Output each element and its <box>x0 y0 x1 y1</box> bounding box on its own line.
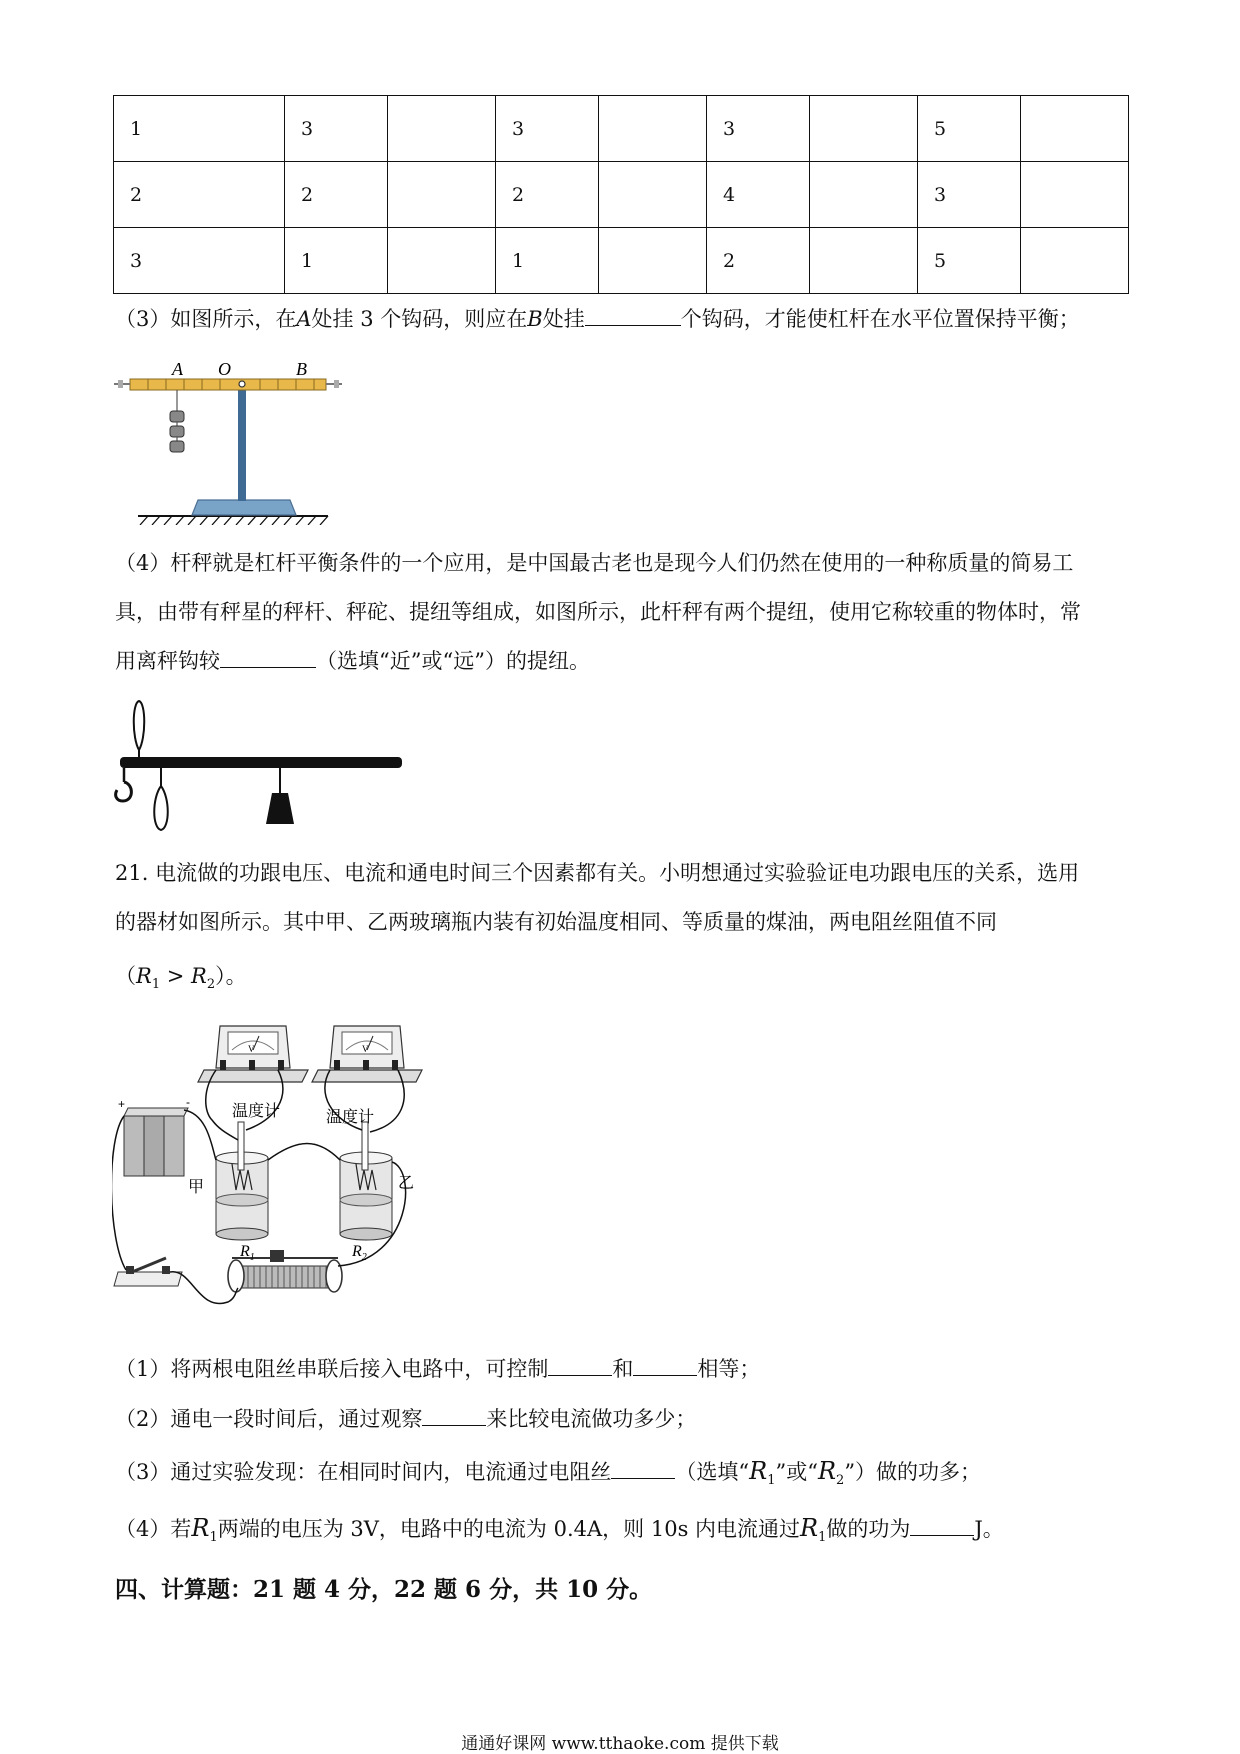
table-cell: 1 <box>285 228 388 294</box>
question-3-text: （3）如图所示，在A处挂 3 个钩码，则应在B处挂 个钩码，才能使杠杆在水平位置保持平衡； <box>115 303 1080 334</box>
answer-blank[interactable] <box>611 1456 675 1479</box>
jar-label-2: 乙 <box>398 1173 415 1192</box>
table-cell: 2 <box>707 228 810 294</box>
svg-text:-: - <box>186 1095 190 1109</box>
jar-2 <box>340 1122 392 1240</box>
table-cell <box>810 162 918 228</box>
table-cell: 3 <box>918 162 1021 228</box>
question-21-condition: $(R_1 > R_2)$。 <box>115 964 247 993</box>
table-cell: 5 <box>918 96 1021 162</box>
table-cell: 1 <box>114 96 285 162</box>
question-4-line-1: （4）杆秤就是杠杆平衡条件的一个应用，是中国最古老也是现今人们仍然在使用的一种称质量的简易工 <box>115 551 1074 575</box>
question-21-line-1: 21. 电流做的功跟电压、电流和通电时间三个因素都有关。小明想通过实验验证电功跟电压的关系，选用 <box>115 861 1080 885</box>
table-cell <box>1021 96 1129 162</box>
data-table <box>113 95 1129 294</box>
answer-blank[interactable] <box>633 1353 697 1376</box>
table-cell <box>599 96 707 162</box>
table-row <box>114 162 1129 228</box>
battery-pack <box>118 1095 190 1176</box>
sub-question-4: （4）若$R_1$两端的电压为 3V，电路中的电流为 0.4A，则 10s 内电流通过$R_1$做的功为 J。 <box>115 1514 1004 1546</box>
svg-text:V: V <box>362 1044 369 1054</box>
answer-blank[interactable] <box>220 645 316 668</box>
footer: 通通好课网 www.tthaoke.com 提供下载 <box>461 1734 779 1754</box>
question-4-line-2: 具，由带有秤星的秤杆、秤砣、提纽等组成，如图所示，此杆秤有两个提纽，使用它称较重的物体时，常 <box>115 600 1081 624</box>
thermometer-label-1: 温度计 <box>232 1101 281 1120</box>
answer-blank[interactable] <box>910 1513 974 1536</box>
table-row <box>114 228 1129 294</box>
label-b: B <box>296 359 307 379</box>
sub-question-3: （3）通过实验发现：在相同时间内，电流通过电阻丝 （选填“$R_1$”或“$R_2$”）做的功多； <box>115 1457 982 1489</box>
table-cell: 5 <box>918 228 1021 294</box>
label-o: O <box>218 359 231 379</box>
thermometer-label-2: 温度计 <box>326 1107 375 1126</box>
answer-blank[interactable] <box>422 1403 486 1426</box>
answer-blank[interactable] <box>585 303 681 326</box>
sub-question-2: （2）通电一段时间后，通过观察 来比较电流做功多少； <box>115 1403 696 1434</box>
table-cell <box>1021 228 1129 294</box>
table-cell: 4 <box>707 162 810 228</box>
table-cell <box>810 96 918 162</box>
answer-blank[interactable] <box>548 1353 612 1376</box>
table-cell: 1 <box>496 228 599 294</box>
jar-1 <box>216 1122 268 1240</box>
table-cell: 3 <box>285 96 388 162</box>
lever-diagram <box>110 355 380 525</box>
table-cell <box>810 228 918 294</box>
question-21-line-2: 的器材如图所示。其中甲、乙两玻璃瓶内装有初始温度相同、等质量的煤油，两电阻丝阻值不同 <box>115 910 997 934</box>
table-cell: 3 <box>114 228 285 294</box>
section-heading: 四、计算题：21 题 4 分，22 题 6 分，共 10 分。 <box>115 1576 653 1603</box>
table-cell: 3 <box>707 96 810 162</box>
table-row <box>114 96 1129 162</box>
table-cell <box>388 228 496 294</box>
steelyard-diagram <box>112 698 402 833</box>
table-cell <box>1021 162 1129 228</box>
question-4-line-3: 用离秤钩较 （选填“近”或“远”）的提纽。 <box>115 645 590 676</box>
svg-text:V: V <box>248 1044 255 1054</box>
table-cell: 2 <box>285 162 388 228</box>
table-cell: 3 <box>496 96 599 162</box>
table-cell <box>599 228 707 294</box>
r1-label: $R_1$ <box>240 1243 255 1263</box>
table-cell: 2 <box>496 162 599 228</box>
table-cell <box>388 96 496 162</box>
sub-question-1: （1）将两根电阻丝串联后接入电路中，可控制 和 相等； <box>115 1353 760 1384</box>
table-cell <box>599 162 707 228</box>
circuit-diagram <box>112 1020 452 1320</box>
jar-label-1: 甲 <box>188 1177 205 1196</box>
table-cell: 2 <box>114 162 285 228</box>
table-cell <box>388 162 496 228</box>
svg-text:+: + <box>118 1097 126 1111</box>
r2-label: $R_2$ <box>352 1243 367 1263</box>
label-a: A <box>172 359 183 379</box>
